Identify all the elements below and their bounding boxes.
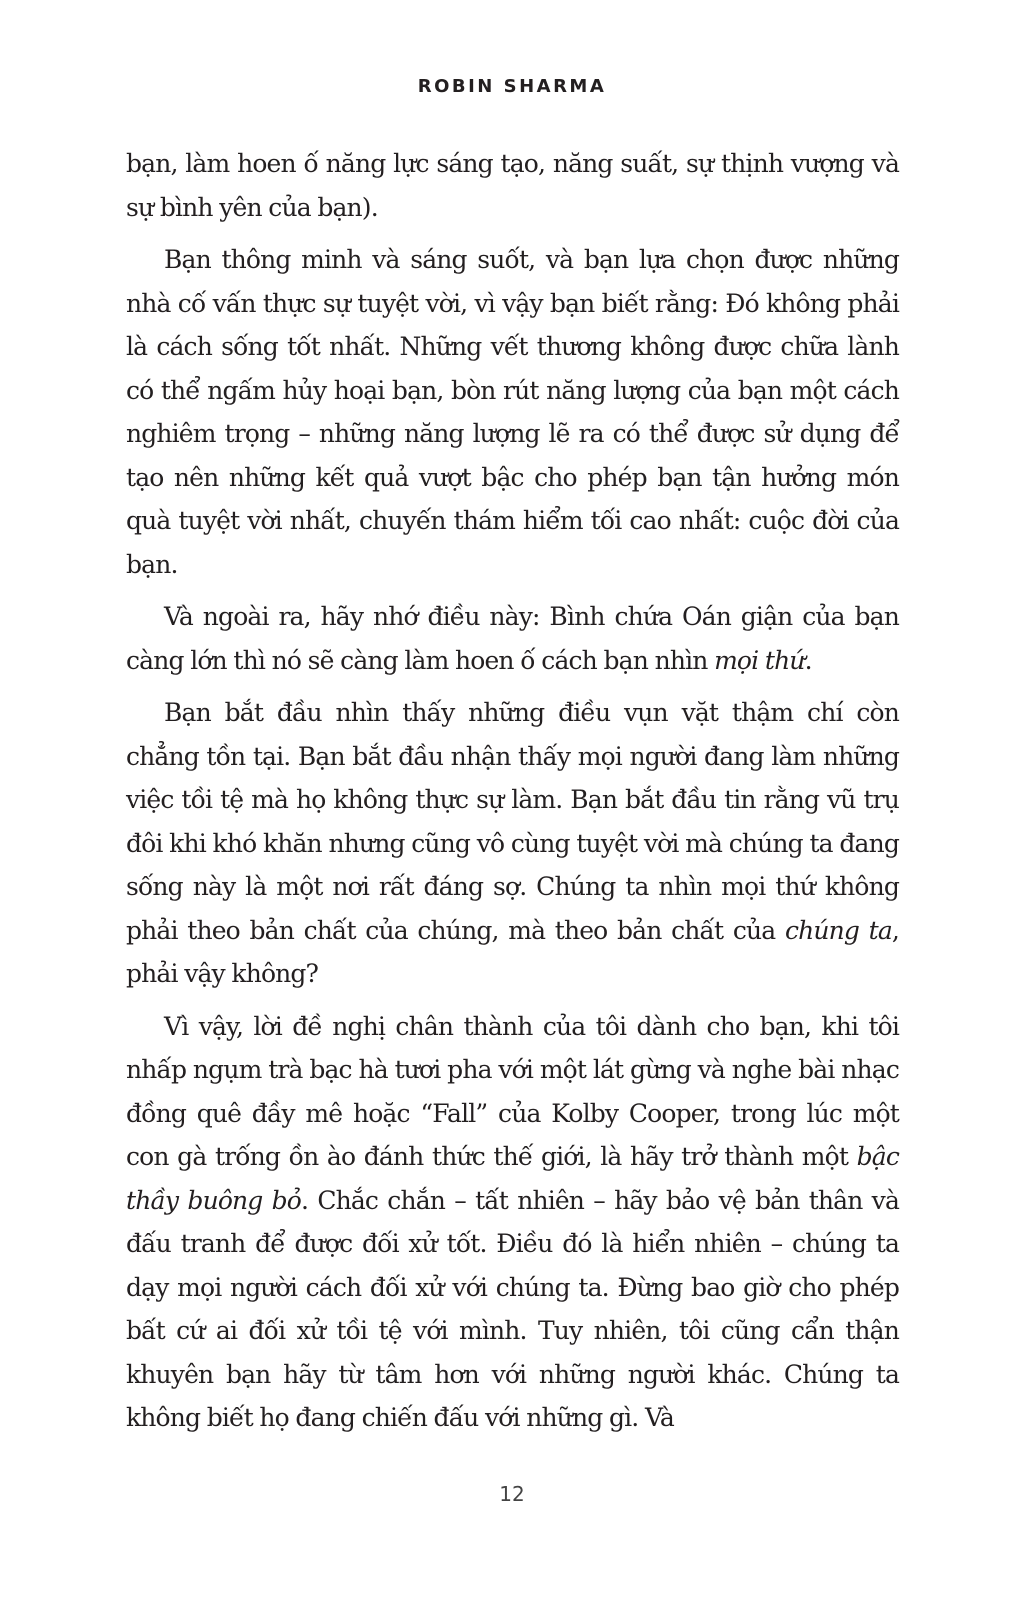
paragraph-5-text: Vì vậy, lời đề nghị chân thành của tôi dành cho bạn, khi tôi nhấp ngụm trà bạc hà tươi pha với một lát gừng và nghe bài nhạc đồng quê đầy mê hoặc “Fall” của Kolby Cooper, trong lúc một con gà trống ồn ào đánh thức thế giới, là hãy trở thành một (126, 1011, 899, 1171)
paragraph-3-text: Và ngoài ra, hãy nhớ điều này: Bình chứa Oán giận của bạn càng lớn thì nó sẽ càng làm hoen ố cách bạn nhìn (126, 602, 899, 675)
paragraph-3 (126, 595, 899, 682)
paragraph-5-tail: . Chắc chắn – tất nhiên – hãy bảo vệ bản thân và đấu tranh để được đối xử tốt. Điều đó là hiển nhiên – chúng ta dạy mọi người cách đối xử với chúng ta. Đừng bao giờ cho phép bất cứ ai đối xử tồi tệ với mình. Tuy nhiên, tôi cũng cẩn thận khuyên bạn hãy từ tâm hơn với những người khác. Chúng ta không biết họ đang chiến đấu với những gì. Và (126, 1185, 899, 1432)
paragraph-4-text: Bạn bắt đầu nhìn thấy những điều vụn vặt thậm chí còn chẳng tồn tại. Bạn bắt đầu nhận thấy mọi người đang làm những việc tồi tệ mà họ không thực sự làm. Bạn bắt đầu tin rằng vũ trụ đôi khi khó khăn nhưng cũng vô cùng tuyệt vời mà chúng ta đang sống này là một nơi rất đáng sợ. Chúng ta nhìn mọi thứ không phải theo bản chất của chúng, mà theo bản chất của (126, 698, 899, 945)
paragraph-5 (126, 1005, 899, 1440)
paragraph-3-tail: . (804, 645, 812, 675)
paragraph-4-tail: , phải vậy không? (126, 915, 900, 988)
paragraph-3-emphasis: mọi thứ (714, 645, 805, 675)
paragraph-5-emphasis: bậc thầy buông bỏ (126, 1142, 899, 1215)
paragraph-2: Bạn thông minh và sáng suốt, và bạn lựa chọn được những nhà cố vấn thực sự tuyệt vời, vì vậy bạn biết rằng: Đó không phải là cách sống tốt nhất. Những vết thương không được chữa lành có thể ngấm hủy hoại bạn, bòn rút năng lượng của bạn một cách nghiêm trọng – những năng lượng lẽ ra có thể được sử dụng để tạo nên những kết quả vượt bậc cho phép bạn tận hưởng món quà tuyệt vời nhất, chuyến thám hiểm tối cao nhất: cuộc đời của bạn. (126, 245, 899, 579)
page-number: 12 (499, 1482, 525, 1506)
paragraph-1: bạn, làm hoen ố năng lực sáng tạo, năng suất, sự thịnh vượng và sự bình yên của bạn). (126, 149, 899, 222)
paragraph-4 (126, 691, 899, 996)
running-header-author: ROBIN SHARMA (417, 76, 607, 97)
body-text (126, 142, 899, 1449)
paragraph-4-emphasis: chúng ta (784, 915, 892, 945)
